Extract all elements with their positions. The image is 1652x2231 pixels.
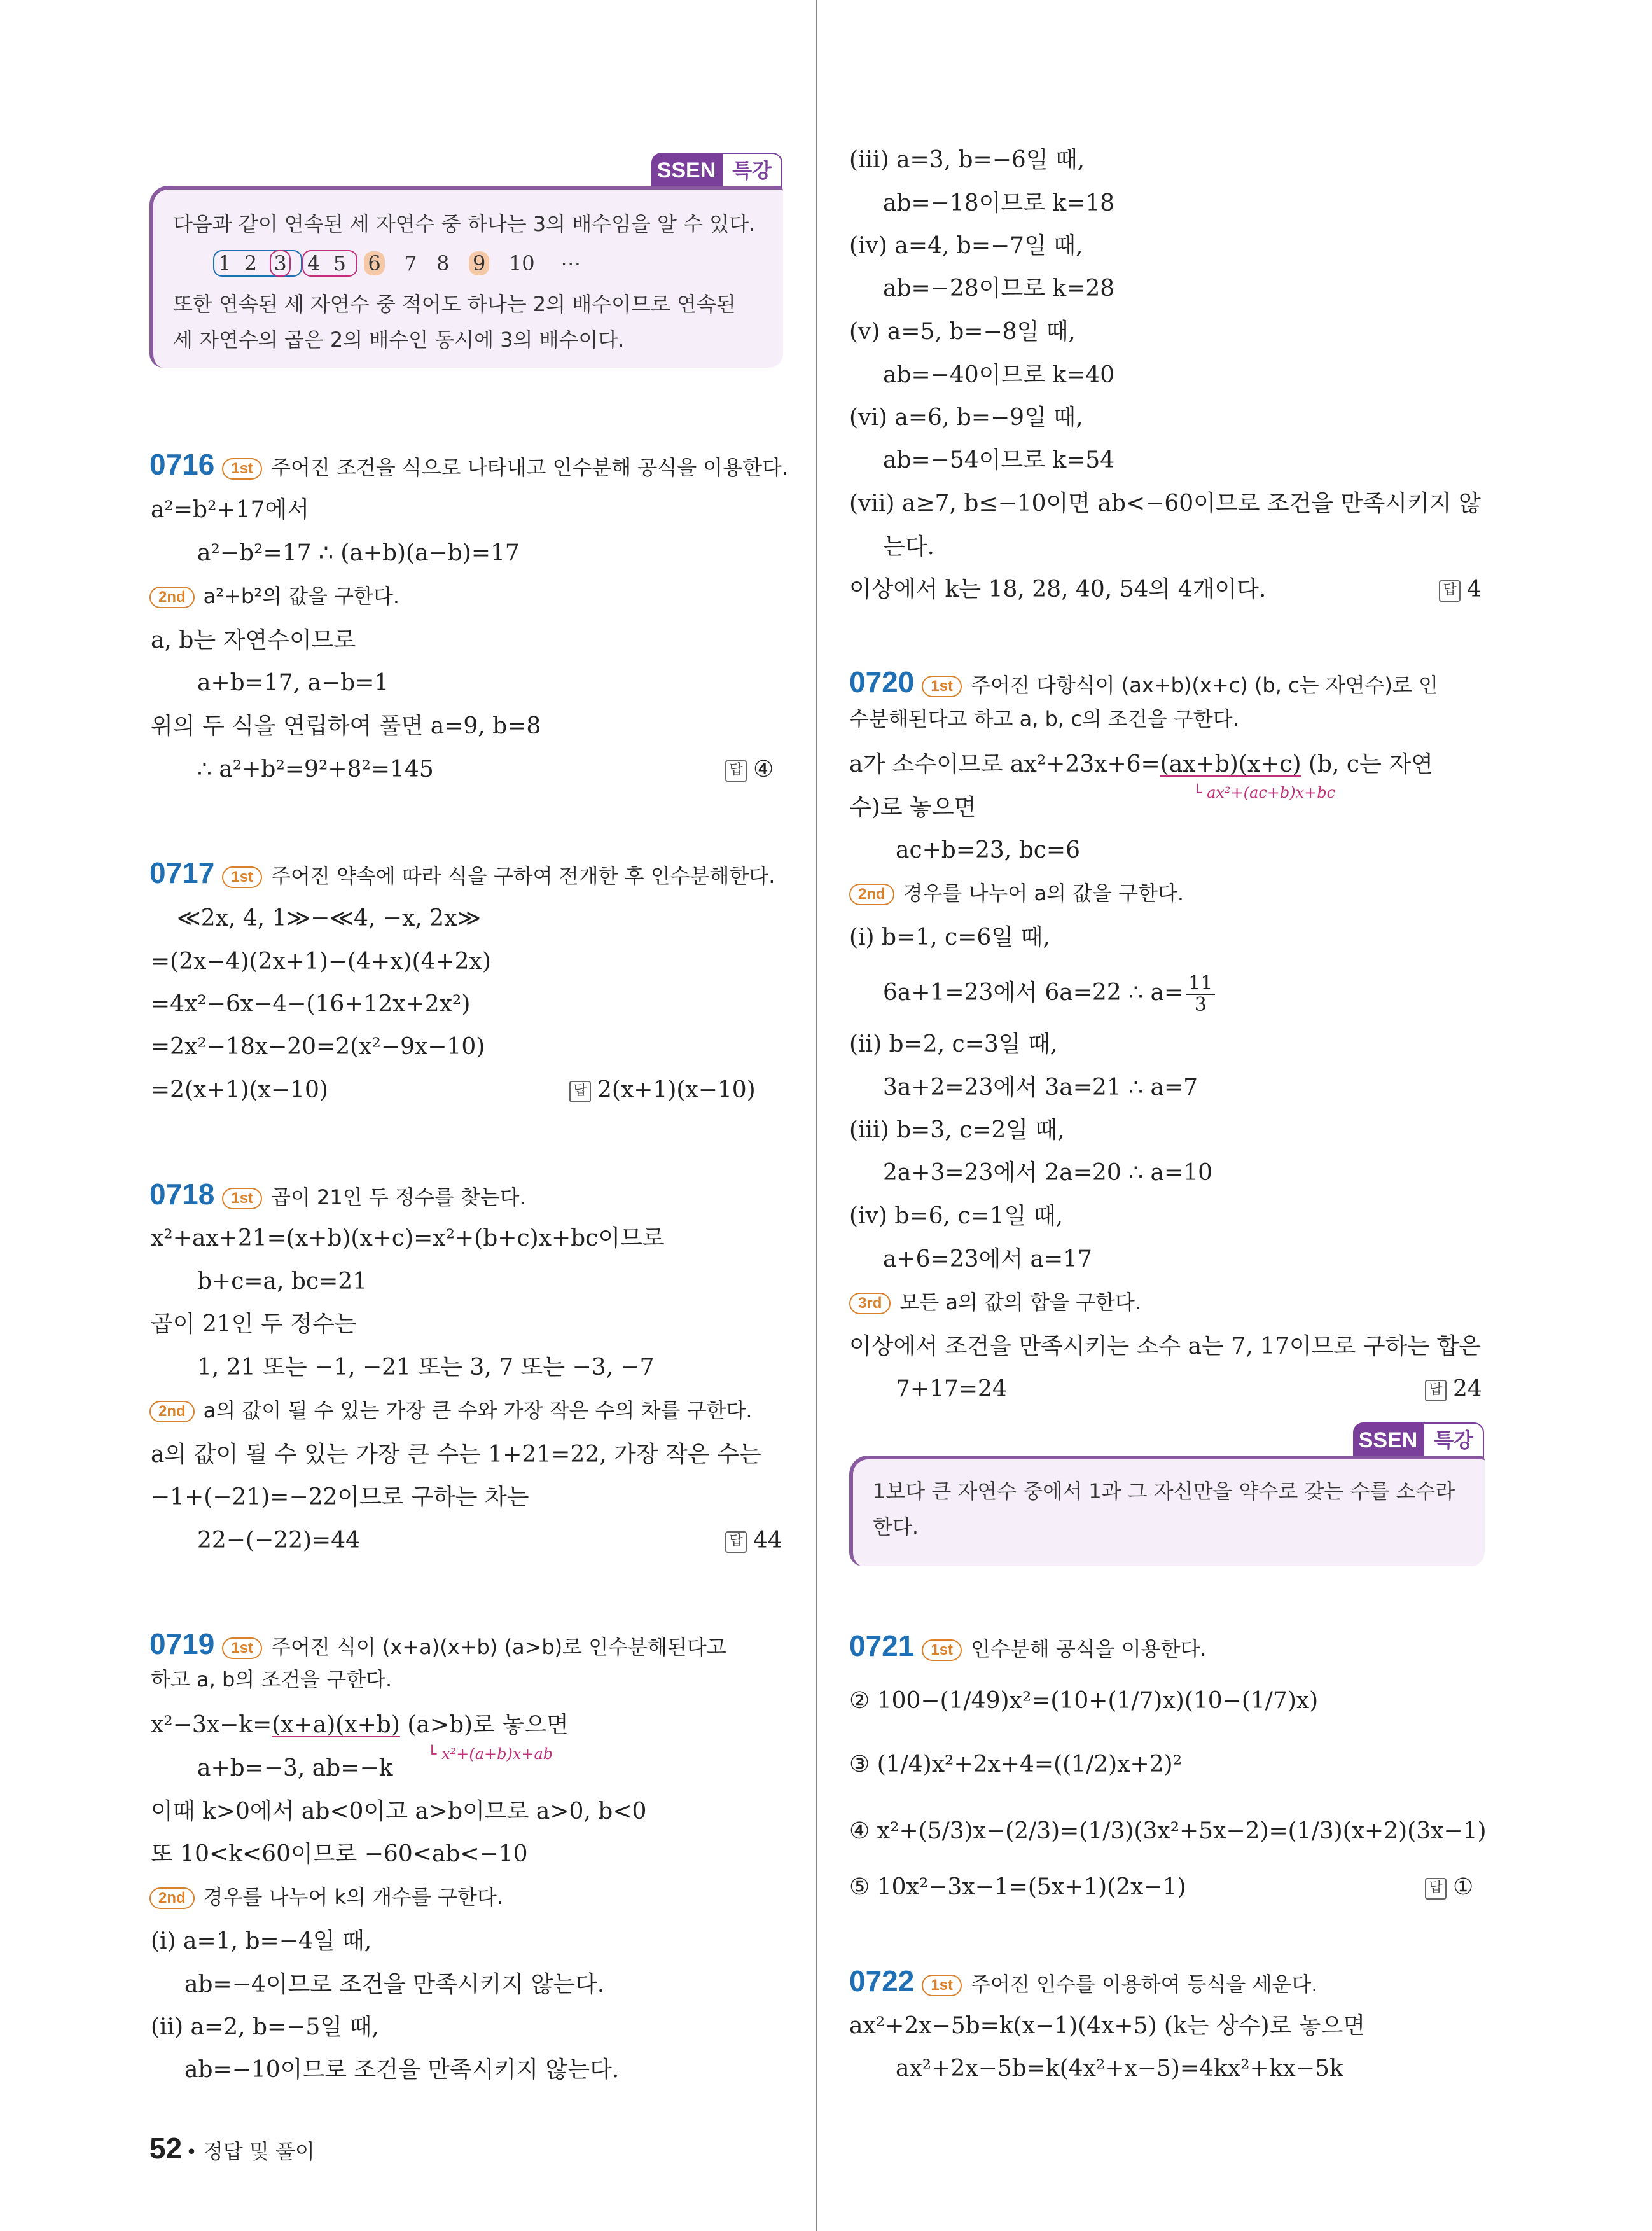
line: 는다. — [883, 534, 934, 560]
step-badge: 1st — [922, 1975, 962, 1996]
line: ab=−10이므로 조건을 만족시키지 않는다. — [184, 2057, 620, 2083]
line: a+6=23에서 a=17 — [883, 1246, 1092, 1272]
column-divider — [816, 0, 817, 2231]
step-badge: 1st — [222, 866, 262, 888]
line: (ⅲ) b=3, c=2일 때, — [849, 1117, 1065, 1143]
line: ab=−18이므로 k=18 — [883, 190, 1115, 216]
line: ac+b=23, bc=6 — [896, 837, 1080, 863]
line: ④ x²+(5/3)x−(2/3)=(1/3)(3x²+5x−2)=(1/3)(x+2)(3x−1) — [849, 1818, 1487, 1844]
line: 22−(−22)=44 — [197, 1527, 361, 1553]
line: (ⅳ) a=4, b=−7일 때, — [849, 233, 1083, 259]
answer-icon: 답 — [1439, 580, 1461, 602]
line: a, b는 자연수이므로 — [151, 627, 356, 653]
ssen-label: SSEN — [651, 153, 721, 188]
line: ⑤ 10x²−3x−1=(5x+1)(2x−1) — [849, 1874, 1186, 1900]
answer-icon: 답 — [725, 760, 747, 782]
problem-0719-header — [149, 1627, 726, 1661]
problem-number: 0718 — [149, 1178, 215, 1211]
line: ab=−54이므로 k=54 — [883, 447, 1115, 473]
step-title: 인수분해 공식을 이용한다. — [971, 1637, 1207, 1661]
step-title: 주어진 인수를 이용하여 등식을 세운다. — [971, 1972, 1318, 1996]
line: 이때 k>0에서 ab<0이고 a>b이므로 a>0, b<0 — [151, 1798, 647, 1824]
answer: 답 ① — [1425, 1873, 1473, 1901]
line: b+c=a, bc=21 — [197, 1268, 368, 1295]
special-lecture-label: 특강 — [1423, 1422, 1484, 1458]
line: ∴ a²+b²=9²+8²=145 — [197, 756, 434, 782]
step-title: 주어진 식이 (x+a)(x+b) (a>b)로 인수분해된다고 — [271, 1635, 726, 1659]
expansion-note: └ ax²+(ac+b)x+bc — [1193, 784, 1336, 802]
answer-icon: 답 — [725, 1531, 747, 1553]
line: 위의 두 식을 연립하여 풀면 a=9, b=8 — [151, 713, 541, 739]
step-badge: 1st — [922, 676, 962, 697]
ssen-line-1: 다음과 같이 연속된 세 자연수 중 하나는 3의 배수임을 알 수 있다. — [173, 212, 756, 236]
ssen-line-4: 세 자연수의 곱은 2의 배수인 동시에 3의 배수이다. — [173, 328, 625, 352]
answer: 답 ④ — [725, 756, 774, 784]
line: =2(x+1)(x−10) — [151, 1077, 328, 1103]
line: a²=b²+17에서 — [151, 497, 310, 523]
answer-icon: 답 — [1425, 1878, 1447, 1900]
expansion-note: └ x²+(a+b)x+ab — [427, 1745, 553, 1763]
line: a+b=−3, ab=−k — [197, 1755, 393, 1781]
ssen-box — [849, 1456, 1485, 1566]
line: ax²+2x−5b=k(4x²+x−5)=4kx²+kx−5k — [896, 2055, 1343, 2082]
step-2: 2nd a²+b²의 값을 구한다. — [149, 582, 399, 610]
line: ab=−4이므로 조건을 만족시키지 않는다. — [184, 1971, 605, 1998]
line: 6a+1=23에서 6a=22 ∴ a= $\frac{11}{3}$ — [883, 973, 1218, 1015]
line: (ⅳ) b=6, c=1일 때, — [849, 1203, 1064, 1229]
line: (ⅲ) a=3, b=−6일 때, — [849, 147, 1085, 173]
number-sequence: 1 2 3 4 5 6 7 8 9 10 ⋯ — [213, 249, 581, 277]
line: =2x²−18x−20=2(x²−9x−10) — [151, 1034, 485, 1060]
line: (ⅶ) a≥7, b≤−10이면 ab<−60이므로 조건을 만족시키지 않 — [849, 490, 1481, 517]
answer: 답 4 — [1439, 576, 1482, 604]
line: −1+(−21)=−22이므로 구하는 차는 — [151, 1484, 529, 1510]
line: ≪2x, 4, 1≫−≪4, −x, 2x≫ — [177, 905, 482, 931]
problem-0717-header — [149, 856, 775, 890]
answer: 답 2(x+1)(x−10) — [569, 1076, 756, 1104]
problem-0716-header — [149, 450, 788, 482]
line: x²+ax+21=(x+b)(x+c)=x²+(b+c)x+bc이므로 — [151, 1225, 665, 1251]
answer-icon: 답 — [1425, 1380, 1447, 1401]
step-badge: 3rd — [849, 1293, 891, 1314]
line: ② 100−(1/49)x²=(10+(1/7)x)(10−(1/7)x) — [849, 1688, 1319, 1714]
answer: 답 44 — [725, 1527, 782, 1555]
line: (ⅰ) b=1, c=6일 때, — [849, 924, 1050, 950]
special-lecture-label: 특강 — [721, 153, 782, 188]
problem-number: 0719 — [149, 1627, 215, 1660]
line: a가 소수이므로 ax²+23x+6=(ax+b)(x+c) (b, c는 자연 — [849, 751, 1433, 777]
page-footer: 52 • 정답 및 풀이 — [149, 2132, 315, 2165]
sequence-group-blue: 1 2 3 — [213, 250, 302, 277]
step-title: 주어진 다항식이 (ax+b)(x+c) (b, c는 자연수)로 인 — [971, 673, 1438, 697]
problem-number: 0721 — [849, 1629, 915, 1662]
ssen-line-3: 또한 연속된 세 자연수 중 적어도 하나는 2의 배수이므로 연속된 — [173, 292, 736, 316]
step-title-cont: 수분해된다고 하고 a, b, c의 조건을 구한다. — [849, 707, 1239, 731]
line: 수)로 놓으면 — [849, 795, 976, 821]
line: 1, 21 또는 −1, −21 또는 3, 7 또는 −3, −7 — [197, 1354, 655, 1380]
step-badge: 2nd — [149, 587, 195, 608]
ssen-line-1: 1보다 큰 자연수 중에서 1과 그 자신만을 약수로 갖는 수를 소수라 — [873, 1479, 1455, 1503]
step-title: 주어진 조건을 식으로 나타내고 인수분해 공식을 이용한다. — [271, 455, 789, 480]
problem-number: 0717 — [149, 856, 215, 889]
ssen-line-2: 한다. — [873, 1515, 919, 1539]
problem-number: 0720 — [849, 665, 915, 698]
line: (ⅴ) a=5, b=−8일 때, — [849, 319, 1076, 345]
problem-0721-header — [849, 1629, 1207, 1663]
line: ab=−28이므로 k=28 — [883, 275, 1115, 302]
step-title-cont: 하고 a, b의 조건을 구한다. — [151, 1667, 392, 1692]
line: =4x²−6x−4−(16+12x+2x²) — [151, 991, 471, 1017]
step-3: 3rd 모든 a의 값의 합을 구한다. — [849, 1288, 1141, 1316]
step-title: 곱이 21인 두 정수를 찾는다. — [271, 1185, 526, 1209]
line: a의 값이 될 수 있는 가장 큰 수는 1+21=22, 가장 작은 수는 — [151, 1442, 761, 1468]
step-2: 2nd a의 값이 될 수 있는 가장 큰 수와 가장 작은 수의 차를 구한다. — [149, 1396, 753, 1424]
line: 7+17=24 — [896, 1376, 1007, 1402]
problem-number: 0722 — [849, 1964, 915, 1998]
sequence-group-red: 4 5 — [302, 250, 357, 277]
step-2: 2nd 경우를 나누어 k의 개수를 구한다. — [149, 1883, 503, 1911]
line: 이상에서 조건을 만족시키는 소수 a는 7, 17이므로 구하는 합은 — [849, 1333, 1482, 1359]
line: ab=−40이므로 k=40 — [883, 362, 1115, 388]
step-badge: 2nd — [849, 884, 894, 905]
step-badge: 2nd — [149, 1401, 195, 1422]
line: 3a+2=23에서 3a=21 ∴ a=7 — [883, 1074, 1198, 1101]
step-badge: 1st — [922, 1639, 962, 1661]
line: x²−3x−k=(x+a)(x+b) (a>b)로 놓으면 — [151, 1712, 569, 1738]
line: =(2x−4)(2x+1)−(4+x)(4+2x) — [151, 949, 491, 975]
line: ③ (1/4)x²+2x+4=((1/2)x+2)² — [849, 1751, 1183, 1777]
step-badge: 2nd — [149, 1887, 195, 1909]
line: 곱이 21인 두 정수는 — [151, 1311, 357, 1337]
step-badge: 1st — [222, 458, 262, 480]
step-title: 주어진 약속에 따라 식을 구하여 전개한 후 인수분해한다. — [271, 864, 775, 888]
line: 또 10<k<60이므로 −60<ab<−10 — [151, 1841, 528, 1867]
step-badge: 1st — [222, 1637, 262, 1659]
line: a+b=17, a−b=1 — [197, 670, 389, 696]
step-badge: 1st — [222, 1188, 262, 1209]
problem-0722-header — [849, 1964, 1318, 1998]
ssen-label: SSEN — [1353, 1422, 1423, 1458]
problem-0720-header — [849, 665, 1438, 699]
line: 2a+3=23에서 2a=20 ∴ a=10 — [883, 1160, 1212, 1186]
highlight-3: 3 — [270, 250, 290, 277]
answer-icon: 답 — [569, 1081, 591, 1102]
line: (ⅵ) a=6, b=−9일 때, — [849, 405, 1083, 431]
highlight-6: 6 — [364, 251, 384, 275]
line: 이상에서 k는 18, 28, 40, 54의 4개이다. — [849, 576, 1267, 602]
line: (ⅰ) a=1, b=−4일 때, — [151, 1928, 372, 1954]
line: (ⅱ) b=2, c=3일 때, — [849, 1031, 1058, 1057]
page-number: 52 — [149, 2132, 183, 2165]
highlight-9: 9 — [469, 251, 489, 275]
fraction: $\frac{11}{3}$ — [1186, 973, 1215, 1015]
problem-number: 0716 — [149, 448, 215, 481]
line: ax²+2x−5b=k(x−1)(4x+5) (k는 상수)로 놓으면 — [849, 2013, 1366, 2039]
answer: 답 24 — [1425, 1375, 1482, 1403]
line: a²−b²=17 ∴ (a+b)(a−b)=17 — [197, 540, 520, 566]
step-2: 2nd 경우를 나누어 a의 값을 구한다. — [849, 879, 1184, 907]
problem-0718-header — [149, 1180, 526, 1211]
footer-title: 정답 및 풀이 — [203, 2139, 315, 2164]
line: (ⅱ) a=2, b=−5일 때, — [151, 2014, 379, 2040]
